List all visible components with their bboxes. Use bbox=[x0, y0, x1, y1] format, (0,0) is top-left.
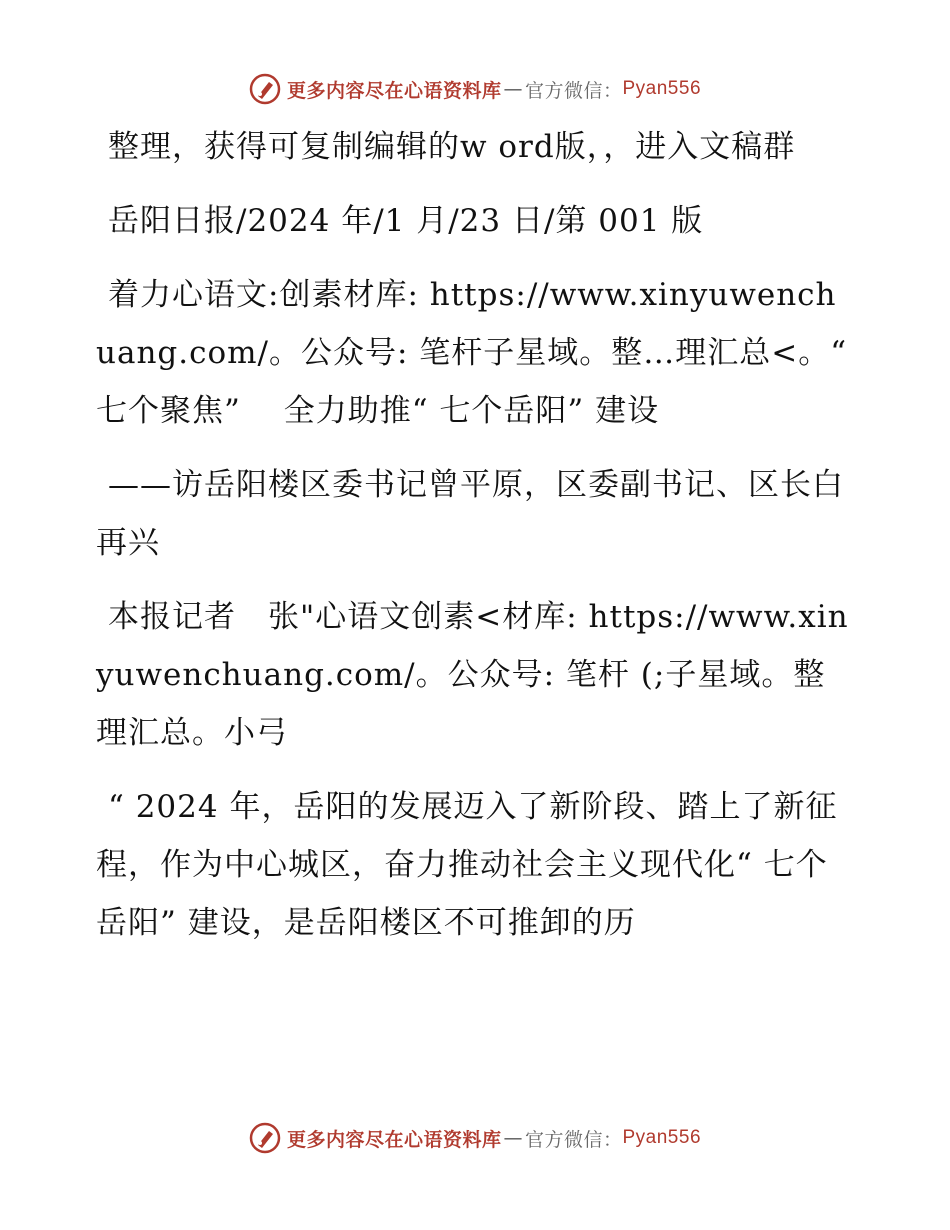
paragraph-title: 着力心语文:创素材库: https://www.xinyuwenchuang.com/。公众号: 笔杆子星域。整…理汇总<。“ 七个聚焦” 全力助推“ 七个岳阳” 建设 bbox=[96, 277, 848, 429]
footer-banner-text: 更多内容尽在心语资料库 bbox=[286, 1128, 502, 1151]
footer-dash: — bbox=[503, 1127, 523, 1149]
header-wechat-id: Pyan556 bbox=[622, 78, 702, 99]
footer-banner bbox=[0, 1121, 950, 1155]
header-banner-text: 更多内容尽在心语资料库 bbox=[286, 79, 502, 102]
header-banner bbox=[0, 72, 950, 106]
paragraph-source: 岳阳日报/2024 年/1 月/23 日/第 001 版 bbox=[108, 203, 704, 239]
footer-wechat-id: Pyan556 bbox=[622, 1127, 702, 1148]
paragraph-body: “ 2024 年，岳阳的发展迈入了新阶段、踏上了新征程，作为中心城区，奋力推动社会主义现代化“ 七个岳阳” 建设，是岳阳楼区不可推卸的历 bbox=[96, 789, 838, 941]
document-body bbox=[96, 118, 856, 952]
header-dash: — bbox=[503, 78, 523, 100]
paragraph-intro: 整理，获得可复制编辑的w ord版，，进入文稿群 bbox=[108, 129, 796, 165]
footer-wechat-label: 官方微信： bbox=[524, 1128, 623, 1151]
pen-logo-icon bbox=[249, 73, 281, 105]
pen-logo-icon bbox=[249, 1122, 281, 1154]
paragraph-subtitle: ——访岳阳楼区委书记曾平原，区委副书记、区长白再兴 bbox=[96, 467, 844, 561]
paragraph-byline: 本报记者 张"心语文创素<材库: https://www.xinyuwenchuang.com/。公众号: 笔杆 (;子星域。整理汇总。小弓 bbox=[96, 599, 849, 751]
header-wechat-label: 官方微信： bbox=[524, 79, 623, 102]
